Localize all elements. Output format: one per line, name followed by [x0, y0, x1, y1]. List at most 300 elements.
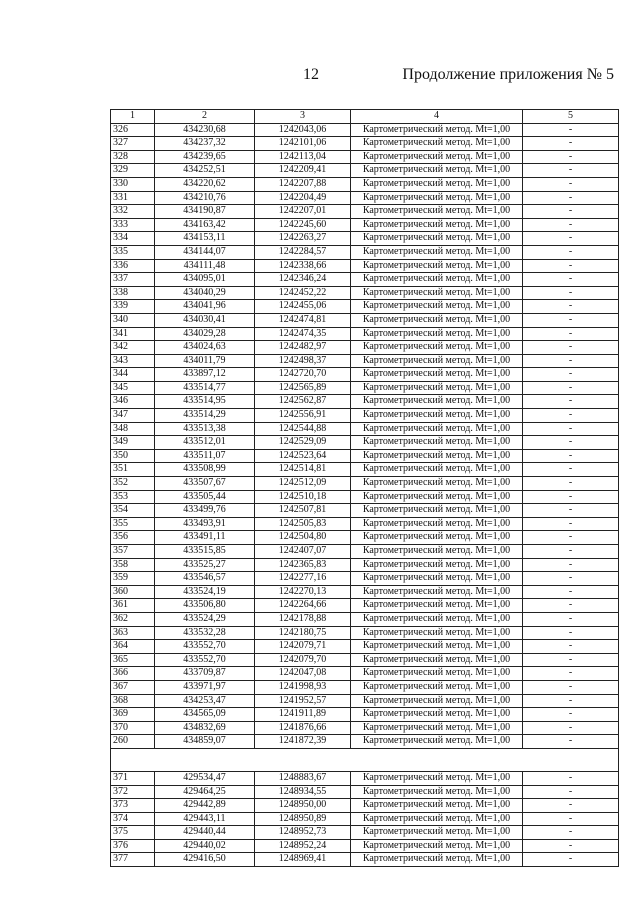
- table-cell: -: [523, 218, 619, 232]
- table-cell: 434237,32: [155, 137, 255, 151]
- table-row: [111, 436, 619, 450]
- table-cell: 1248969,41: [255, 853, 351, 867]
- table-cell: 434832,69: [155, 721, 255, 735]
- table-cell: Картометрический метод. Mt=1,00: [351, 150, 523, 164]
- table-cell: 1242277,16: [255, 572, 351, 586]
- table-cell: 1242113,04: [255, 150, 351, 164]
- table-cell: 434153,11: [155, 232, 255, 246]
- table-row: [111, 191, 619, 205]
- table-row: [111, 517, 619, 531]
- table-cell: -: [523, 517, 619, 531]
- table-cell: -: [523, 409, 619, 423]
- table-cell: 1242079,70: [255, 653, 351, 667]
- table-cell: Картометрический метод. Mt=1,00: [351, 667, 523, 681]
- table-row: [111, 327, 619, 341]
- table-cell: Картометрический метод. Mt=1,00: [351, 395, 523, 409]
- table-row: [111, 123, 619, 137]
- table-cell: 341: [111, 327, 155, 341]
- table-cell: 350: [111, 449, 155, 463]
- table-cell: 1242270,13: [255, 585, 351, 599]
- table-cell: 434253,47: [155, 694, 255, 708]
- table-cell: 1242562,87: [255, 395, 351, 409]
- table-cell: 1242556,91: [255, 409, 351, 423]
- table-cell: 364: [111, 640, 155, 654]
- table-cell: 357: [111, 545, 155, 559]
- table-cell: 339: [111, 300, 155, 314]
- table-cell: 429440,02: [155, 839, 255, 853]
- table-cell: 348: [111, 422, 155, 436]
- table-cell: 434030,41: [155, 313, 255, 327]
- gap-cell: [351, 748, 523, 771]
- table-cell: 429440,44: [155, 826, 255, 840]
- table-cell: 433971,97: [155, 680, 255, 694]
- table-cell: 361: [111, 599, 155, 613]
- table-row: [111, 368, 619, 382]
- table-cell: 373: [111, 799, 155, 813]
- table-row: [111, 259, 619, 273]
- table-row: [111, 599, 619, 613]
- table-row: [111, 463, 619, 477]
- table-cell: -: [523, 300, 619, 314]
- table-cell: 333: [111, 218, 155, 232]
- table-cell: 328: [111, 150, 155, 164]
- table-cell: 1242510,18: [255, 490, 351, 504]
- table-cell: -: [523, 680, 619, 694]
- table-cell: 434252,51: [155, 164, 255, 178]
- table-cell: Картометрический метод. Mt=1,00: [351, 721, 523, 735]
- table-cell: -: [523, 177, 619, 191]
- table-row: [111, 164, 619, 178]
- table-cell: Картометрический метод. Mt=1,00: [351, 164, 523, 178]
- table-cell: 433505,44: [155, 490, 255, 504]
- page-header: [0, 66, 640, 90]
- table-cell: Картометрический метод. Mt=1,00: [351, 612, 523, 626]
- table-cell: -: [523, 653, 619, 667]
- table-row: [111, 667, 619, 681]
- table-cell: 433525,27: [155, 558, 255, 572]
- table-cell: Картометрический метод. Mt=1,00: [351, 409, 523, 423]
- table-cell: Картометрический метод. Mt=1,00: [351, 477, 523, 491]
- table-cell: -: [523, 205, 619, 219]
- table-cell: Картометрический метод. Mt=1,00: [351, 449, 523, 463]
- gap-cell: [155, 748, 255, 771]
- table-cell: -: [523, 735, 619, 749]
- column-header: 1: [111, 110, 155, 124]
- table-cell: Картометрический метод. Mt=1,00: [351, 799, 523, 813]
- table-row: [111, 490, 619, 504]
- table-row: [111, 826, 619, 840]
- table-cell: 1242207,01: [255, 205, 351, 219]
- table-cell: 342: [111, 341, 155, 355]
- table-row: [111, 313, 619, 327]
- table-cell: 368: [111, 694, 155, 708]
- table-cell: 434230,68: [155, 123, 255, 137]
- table-row: [111, 449, 619, 463]
- table-cell: 433897,12: [155, 368, 255, 382]
- table-cell: 433514,95: [155, 395, 255, 409]
- table-cell: 1248952,73: [255, 826, 351, 840]
- table-cell: Картометрический метод. Mt=1,00: [351, 680, 523, 694]
- table-cell: 351: [111, 463, 155, 477]
- table-cell: 1248934,55: [255, 785, 351, 799]
- table-row: [111, 300, 619, 314]
- table-cell: -: [523, 327, 619, 341]
- table-cell: -: [523, 799, 619, 813]
- table-row: [111, 545, 619, 559]
- table-cell: Картометрический метод. Mt=1,00: [351, 123, 523, 137]
- table-cell: 434041,96: [155, 300, 255, 314]
- table-cell: Картометрический метод. Mt=1,00: [351, 626, 523, 640]
- table-cell: 1248950,89: [255, 812, 351, 826]
- table-cell: 365: [111, 653, 155, 667]
- table-cell: 359: [111, 572, 155, 586]
- table-cell: 434565,09: [155, 708, 255, 722]
- table-cell: -: [523, 313, 619, 327]
- table-cell: -: [523, 477, 619, 491]
- table-cell: Картометрический метод. Mt=1,00: [351, 708, 523, 722]
- table-cell: 433491,11: [155, 531, 255, 545]
- table-cell: 1242264,66: [255, 599, 351, 613]
- table-cell: 327: [111, 137, 155, 151]
- table-row: [111, 218, 619, 232]
- table-row: [111, 640, 619, 654]
- coordinates-table: [110, 109, 619, 867]
- table-cell: 1242565,89: [255, 381, 351, 395]
- table-cell: 1242544,88: [255, 422, 351, 436]
- table-cell: 433513,38: [155, 422, 255, 436]
- table-cell: 360: [111, 585, 155, 599]
- table-cell: -: [523, 381, 619, 395]
- table-row: [111, 504, 619, 518]
- table-cell: -: [523, 626, 619, 640]
- table-row: [111, 839, 619, 853]
- table-cell: 433514,77: [155, 381, 255, 395]
- table-cell: -: [523, 504, 619, 518]
- column-header: 2: [155, 110, 255, 124]
- table-cell: Картометрический метод. Mt=1,00: [351, 137, 523, 151]
- table-cell: -: [523, 191, 619, 205]
- table-row: [111, 585, 619, 599]
- table-row: [111, 422, 619, 436]
- table-row: [111, 341, 619, 355]
- table-cell: -: [523, 572, 619, 586]
- table-cell: -: [523, 354, 619, 368]
- table-cell: 337: [111, 273, 155, 287]
- table-cell: 433508,99: [155, 463, 255, 477]
- table-cell: -: [523, 286, 619, 300]
- table-row: [111, 205, 619, 219]
- table-cell: Картометрический метод. Mt=1,00: [351, 490, 523, 504]
- table-cell: Картометрический метод. Mt=1,00: [351, 205, 523, 219]
- table-cell: 433515,85: [155, 545, 255, 559]
- table-cell: Картометрический метод. Mt=1,00: [351, 218, 523, 232]
- table-cell: -: [523, 463, 619, 477]
- table-cell: 367: [111, 680, 155, 694]
- table-cell: 1242047,08: [255, 667, 351, 681]
- table-cell: Картометрический метод. Mt=1,00: [351, 313, 523, 327]
- table-cell: 330: [111, 177, 155, 191]
- table-cell: 349: [111, 436, 155, 450]
- table-cell: -: [523, 436, 619, 450]
- table-cell: Картометрический метод. Mt=1,00: [351, 771, 523, 785]
- table-cell: 429442,89: [155, 799, 255, 813]
- table-row: [111, 708, 619, 722]
- table-cell: 260: [111, 735, 155, 749]
- table-cell: -: [523, 137, 619, 151]
- table-row: [111, 735, 619, 749]
- table-cell: 433524,19: [155, 585, 255, 599]
- table-cell: Картометрический метод. Mt=1,00: [351, 368, 523, 382]
- table-cell: 344: [111, 368, 155, 382]
- table-cell: Картометрический метод. Mt=1,00: [351, 177, 523, 191]
- table-cell: -: [523, 150, 619, 164]
- table-cell: Картометрический метод. Mt=1,00: [351, 259, 523, 273]
- table-cell: 335: [111, 245, 155, 259]
- table-row: [111, 232, 619, 246]
- table-cell: -: [523, 449, 619, 463]
- table-cell: 1242180,75: [255, 626, 351, 640]
- table-row: [111, 799, 619, 813]
- table-cell: 433511,07: [155, 449, 255, 463]
- table-cell: 343: [111, 354, 155, 368]
- table-header-row: [111, 110, 619, 124]
- table-cell: -: [523, 164, 619, 178]
- table-cell: 433524,29: [155, 612, 255, 626]
- table-cell: 1242204,49: [255, 191, 351, 205]
- table-row: [111, 558, 619, 572]
- table-row: [111, 381, 619, 395]
- table-cell: 376: [111, 839, 155, 853]
- continuation-title: Продолжение приложения № 5: [402, 66, 614, 83]
- table-cell: 329: [111, 164, 155, 178]
- table-cell: 433506,80: [155, 599, 255, 613]
- table-cell: 1241998,93: [255, 680, 351, 694]
- table-cell: -: [523, 785, 619, 799]
- table-cell: 366: [111, 667, 155, 681]
- table-cell: 434144,07: [155, 245, 255, 259]
- table-cell: 434210,76: [155, 191, 255, 205]
- table-cell: 1248952,24: [255, 839, 351, 853]
- table-cell: Картометрический метод. Mt=1,00: [351, 812, 523, 826]
- table-cell: -: [523, 232, 619, 246]
- table-cell: 347: [111, 409, 155, 423]
- table-cell: 1242338,66: [255, 259, 351, 273]
- table-cell: 433709,87: [155, 667, 255, 681]
- table-cell: 1242263,27: [255, 232, 351, 246]
- table-cell: 1242346,24: [255, 273, 351, 287]
- table-cell: 1242720,70: [255, 368, 351, 382]
- table-cell: Картометрический метод. Mt=1,00: [351, 286, 523, 300]
- table-cell: 434024,63: [155, 341, 255, 355]
- table-cell: 1242209,41: [255, 164, 351, 178]
- gap-cell: [111, 748, 155, 771]
- table-cell: 1248883,67: [255, 771, 351, 785]
- table-cell: -: [523, 490, 619, 504]
- table-cell: Картометрический метод. Mt=1,00: [351, 245, 523, 259]
- table-row: [111, 694, 619, 708]
- table-row: [111, 853, 619, 867]
- table-row: [111, 395, 619, 409]
- table-gap-row: [111, 748, 619, 771]
- column-header: 4: [351, 110, 523, 124]
- table-cell: Картометрический метод. Mt=1,00: [351, 585, 523, 599]
- table-cell: 429534,47: [155, 771, 255, 785]
- table-row: [111, 273, 619, 287]
- table-cell: 1242482,97: [255, 341, 351, 355]
- table-cell: -: [523, 259, 619, 273]
- table-cell: 331: [111, 191, 155, 205]
- table-cell: 1241872,39: [255, 735, 351, 749]
- table-cell: Картометрический метод. Mt=1,00: [351, 839, 523, 853]
- table-cell: 434859,07: [155, 735, 255, 749]
- table-cell: Картометрический метод. Mt=1,00: [351, 381, 523, 395]
- table-cell: 433546,57: [155, 572, 255, 586]
- table-cell: 1242407,07: [255, 545, 351, 559]
- table-cell: 1242079,71: [255, 640, 351, 654]
- table-cell: Картометрический метод. Mt=1,00: [351, 273, 523, 287]
- table-cell: 1242504,80: [255, 531, 351, 545]
- table-cell: 334: [111, 232, 155, 246]
- table-row: [111, 137, 619, 151]
- table-cell: 363: [111, 626, 155, 640]
- table-cell: Картометрический метод. Mt=1,00: [351, 436, 523, 450]
- table-cell: -: [523, 612, 619, 626]
- table-cell: Картометрический метод. Mt=1,00: [351, 826, 523, 840]
- table-cell: 353: [111, 490, 155, 504]
- table-cell: 370: [111, 721, 155, 735]
- table-cell: 434011,79: [155, 354, 255, 368]
- table-cell: 434190,87: [155, 205, 255, 219]
- table-cell: Картометрический метод. Mt=1,00: [351, 422, 523, 436]
- table-cell: 1242474,81: [255, 313, 351, 327]
- table-cell: 1242284,57: [255, 245, 351, 259]
- table-cell: 433512,01: [155, 436, 255, 450]
- table-row: [111, 612, 619, 626]
- table-cell: 338: [111, 286, 155, 300]
- table-cell: -: [523, 839, 619, 853]
- table-row: [111, 572, 619, 586]
- table-cell: -: [523, 694, 619, 708]
- table-row: [111, 150, 619, 164]
- table-cell: 358: [111, 558, 155, 572]
- table-cell: 434239,65: [155, 150, 255, 164]
- table-cell: 1242505,83: [255, 517, 351, 531]
- table-cell: Картометрический метод. Mt=1,00: [351, 853, 523, 867]
- table-cell: Картометрический метод. Mt=1,00: [351, 463, 523, 477]
- table-cell: 1242452,22: [255, 286, 351, 300]
- table-cell: 1242512,09: [255, 477, 351, 491]
- table-cell: 1248950,00: [255, 799, 351, 813]
- table-cell: 434111,48: [155, 259, 255, 273]
- table-row: [111, 245, 619, 259]
- table-cell: 1242455,06: [255, 300, 351, 314]
- table-cell: 433507,67: [155, 477, 255, 491]
- table-cell: -: [523, 853, 619, 867]
- table-cell: 377: [111, 853, 155, 867]
- table-cell: 372: [111, 785, 155, 799]
- table-cell: -: [523, 640, 619, 654]
- table-row: [111, 680, 619, 694]
- table-cell: -: [523, 245, 619, 259]
- table-cell: -: [523, 826, 619, 840]
- table-cell: -: [523, 599, 619, 613]
- table-row: [111, 531, 619, 545]
- table-cell: -: [523, 273, 619, 287]
- table-cell: 369: [111, 708, 155, 722]
- table-cell: -: [523, 667, 619, 681]
- table-cell: -: [523, 585, 619, 599]
- table-cell: 434040,29: [155, 286, 255, 300]
- table-cell: 371: [111, 771, 155, 785]
- table-cell: 1241911,89: [255, 708, 351, 722]
- table-cell: 1242043,06: [255, 123, 351, 137]
- table-cell: Картометрический метод. Mt=1,00: [351, 531, 523, 545]
- table-cell: 375: [111, 826, 155, 840]
- table-cell: 1242245,60: [255, 218, 351, 232]
- table-cell: -: [523, 558, 619, 572]
- table-cell: 1242529,09: [255, 436, 351, 450]
- gap-cell: [523, 748, 619, 771]
- table-cell: -: [523, 771, 619, 785]
- table-cell: 1242474,35: [255, 327, 351, 341]
- table-cell: Картометрический метод. Mt=1,00: [351, 599, 523, 613]
- table-cell: Картометрический метод. Mt=1,00: [351, 572, 523, 586]
- table-row: [111, 785, 619, 799]
- table-cell: Картометрический метод. Mt=1,00: [351, 545, 523, 559]
- table-cell: Картометрический метод. Mt=1,00: [351, 327, 523, 341]
- table-cell: Картометрический метод. Mt=1,00: [351, 504, 523, 518]
- table-cell: Картометрический метод. Mt=1,00: [351, 354, 523, 368]
- table-cell: Картометрический метод. Mt=1,00: [351, 191, 523, 205]
- table-cell: Картометрический метод. Mt=1,00: [351, 232, 523, 246]
- table-cell: -: [523, 341, 619, 355]
- table-cell: 433499,76: [155, 504, 255, 518]
- table-row: [111, 626, 619, 640]
- table-cell: 434163,42: [155, 218, 255, 232]
- table-cell: Картометрический метод. Mt=1,00: [351, 653, 523, 667]
- table-cell: Картометрический метод. Mt=1,00: [351, 640, 523, 654]
- column-header: 5: [523, 110, 619, 124]
- table-cell: 429443,11: [155, 812, 255, 826]
- table-cell: 433514,29: [155, 409, 255, 423]
- table-cell: 374: [111, 812, 155, 826]
- table-cell: 433493,91: [155, 517, 255, 531]
- table-cell: 1242365,83: [255, 558, 351, 572]
- column-header: 3: [255, 110, 351, 124]
- table-cell: Картометрический метод. Mt=1,00: [351, 341, 523, 355]
- table-cell: -: [523, 545, 619, 559]
- table-cell: -: [523, 422, 619, 436]
- table-cell: 434095,01: [155, 273, 255, 287]
- table-cell: 429464,25: [155, 785, 255, 799]
- table-cell: Картометрический метод. Mt=1,00: [351, 694, 523, 708]
- table-cell: 355: [111, 517, 155, 531]
- table-cell: -: [523, 708, 619, 722]
- table-cell: 354: [111, 504, 155, 518]
- table-cell: -: [523, 123, 619, 137]
- table-cell: 1241952,57: [255, 694, 351, 708]
- table-cell: 362: [111, 612, 155, 626]
- gap-cell: [255, 748, 351, 771]
- table-cell: 345: [111, 381, 155, 395]
- table-row: [111, 477, 619, 491]
- table-cell: 433552,70: [155, 653, 255, 667]
- table-cell: 1242514,81: [255, 463, 351, 477]
- table-cell: 434220,62: [155, 177, 255, 191]
- table-cell: 433532,28: [155, 626, 255, 640]
- table-cell: 356: [111, 531, 155, 545]
- table-row: [111, 286, 619, 300]
